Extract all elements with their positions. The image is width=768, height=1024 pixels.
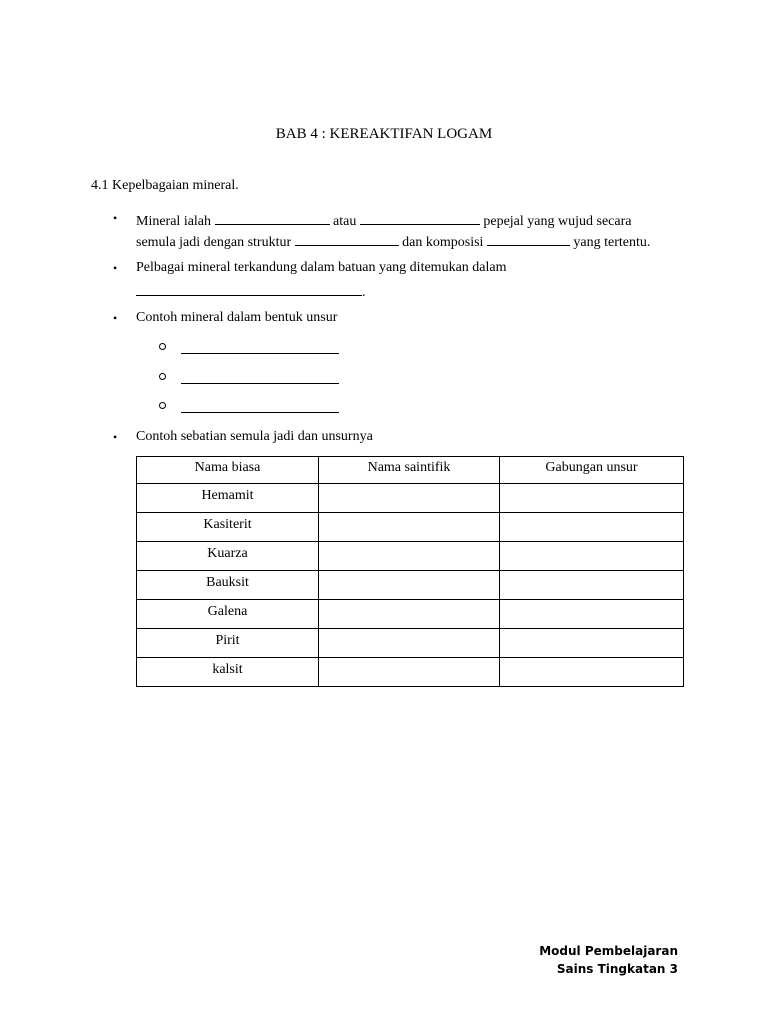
cell-gabungan-unsur[interactable] xyxy=(500,629,684,658)
cell-nama-biasa: Bauksit xyxy=(137,571,319,600)
cell-nama-saintifik[interactable] xyxy=(319,513,500,542)
cell-gabungan-unsur[interactable] xyxy=(500,484,684,513)
cell-nama-biasa: kalsit xyxy=(137,658,319,687)
circle-bullet-icon xyxy=(159,402,166,409)
cell-gabungan-unsur[interactable] xyxy=(500,571,684,600)
bullet1-line1 xyxy=(136,211,631,229)
table-row xyxy=(137,513,684,542)
cell-nama-saintifik[interactable] xyxy=(319,484,500,513)
minerals-table xyxy=(136,456,684,687)
page-title: BAB 4 : KEREAKTIFAN LOGAM xyxy=(275,126,493,142)
cell-nama-saintifik[interactable] xyxy=(319,542,500,571)
table-row xyxy=(137,542,684,571)
header-gabungan-unsur: Gabungan unsur xyxy=(500,457,684,484)
sub-item-blank xyxy=(181,340,339,358)
bullet-marker: • xyxy=(113,211,118,225)
bullet2-line2 xyxy=(136,282,366,300)
blank-field[interactable] xyxy=(181,370,339,384)
table-row xyxy=(137,658,684,687)
bullet-marker: • xyxy=(113,430,118,444)
bullet1-text-d: semula jadi dengan struktur xyxy=(136,235,292,250)
table-row xyxy=(137,571,684,600)
cell-nama-biasa: Kasiterit xyxy=(137,513,319,542)
cell-gabungan-unsur[interactable] xyxy=(500,513,684,542)
bullet2-period: . xyxy=(362,285,366,300)
cell-nama-biasa: Hemamit xyxy=(137,484,319,513)
bullet1-text-f: yang tertentu. xyxy=(573,235,651,250)
bullet1-line2 xyxy=(136,232,650,250)
table-row xyxy=(137,484,684,513)
bullet1-text-e: dan komposisi xyxy=(402,235,484,250)
blank-field[interactable] xyxy=(136,282,362,296)
blank-field[interactable] xyxy=(181,340,339,354)
header-nama-biasa: Nama biasa xyxy=(137,457,319,484)
cell-nama-biasa: Pirit xyxy=(137,629,319,658)
circle-bullet-icon xyxy=(159,373,166,380)
sub-item-blank xyxy=(181,370,339,388)
table-header-row xyxy=(137,457,684,484)
bullet1-text-a: Mineral ialah xyxy=(136,214,212,229)
bullet4-text: Contoh sebatian semula jadi dan unsurnya xyxy=(136,429,373,444)
cell-gabungan-unsur[interactable] xyxy=(500,658,684,687)
cell-gabungan-unsur[interactable] xyxy=(500,600,684,629)
table-row xyxy=(137,629,684,658)
table-row xyxy=(137,600,684,629)
cell-nama-saintifik[interactable] xyxy=(319,658,500,687)
cell-nama-saintifik[interactable] xyxy=(319,600,500,629)
footer-line1: Modul Pembelajaran xyxy=(539,944,678,958)
bullet1-text-c: pepejal yang wujud secara xyxy=(483,214,632,229)
sub-item-blank xyxy=(181,399,339,417)
bullet-marker: • xyxy=(113,311,118,325)
bullet2-text: Pelbagai mineral terkandung dalam batuan yang ditemukan dalam xyxy=(136,260,507,275)
bullet3-text: Contoh mineral dalam bentuk unsur xyxy=(136,310,338,325)
blank-field[interactable] xyxy=(181,399,339,413)
cell-nama-biasa: Kuarza xyxy=(137,542,319,571)
cell-nama-saintifik[interactable] xyxy=(319,571,500,600)
circle-bullet-icon xyxy=(159,343,166,350)
section-heading: 4.1 Kepelbagaian mineral. xyxy=(91,178,239,193)
blank-field[interactable] xyxy=(295,232,399,246)
cell-gabungan-unsur[interactable] xyxy=(500,542,684,571)
blank-field[interactable] xyxy=(360,211,480,225)
cell-nama-saintifik[interactable] xyxy=(319,629,500,658)
header-nama-saintifik: Nama saintifik xyxy=(319,457,500,484)
blank-field[interactable] xyxy=(215,211,330,225)
footer-line2: Sains Tingkatan 3 xyxy=(556,962,678,976)
bullet1-text-b: atau xyxy=(333,214,357,229)
bullet-marker: • xyxy=(113,261,118,275)
cell-nama-biasa: Galena xyxy=(137,600,319,629)
blank-field[interactable] xyxy=(487,232,570,246)
